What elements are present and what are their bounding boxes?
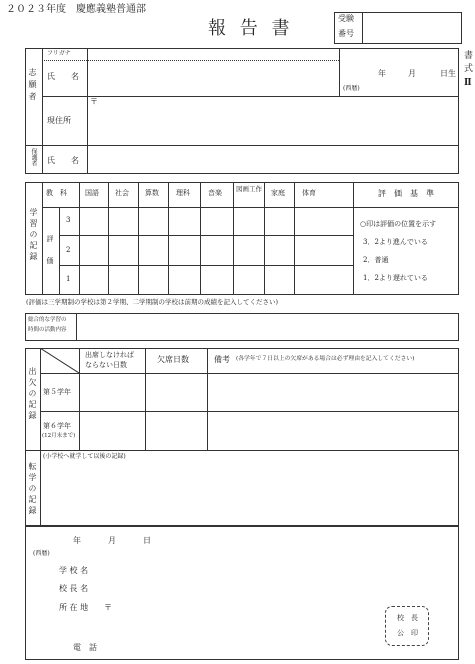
absent-days-header: 欠席日数	[157, 355, 189, 364]
subject-katei: 家庭	[271, 189, 285, 197]
subject-sansu: 算数	[145, 189, 159, 197]
integrated-study-input[interactable]	[80, 318, 452, 336]
required-days-header: 出席しなければ	[85, 351, 134, 359]
required-days-header-2: ならない日数	[85, 361, 127, 369]
grade-5-row-label: 第５学年	[43, 388, 71, 396]
integrated-study-label-2: 時間の活動内容	[28, 327, 67, 333]
location-label: 所 在 地	[59, 603, 89, 612]
grade-6-row-label: 第６学年	[43, 422, 71, 430]
remarks-header: 備考	[214, 355, 230, 364]
principal-name-input[interactable]	[106, 581, 366, 597]
transfer-record-input[interactable]	[46, 466, 455, 524]
furigana-input[interactable]	[92, 50, 332, 60]
form-type-label-3: Ⅱ	[464, 78, 472, 88]
grade-6-absent-input[interactable]	[150, 420, 204, 438]
phone-label: 電 話	[73, 643, 97, 652]
criteria-line-3: 2．普通	[363, 256, 389, 264]
school-name-input[interactable]	[106, 563, 366, 579]
transfer-note: (小学校へ就学して以後の記録)	[43, 453, 126, 460]
remarks-note: (各学年で７日以上の欠席がある場合は必ず理由を記入してください)	[236, 356, 415, 362]
birth-month-label: 月	[408, 69, 416, 78]
applicant-name-label: 氏 名	[47, 72, 79, 81]
guardian-section-label: 保護者	[30, 148, 37, 166]
form-type-label: 書	[464, 51, 474, 61]
grades-note: (評価は三学期制の学校は第２学期、二学期制の学校は前期の成績を記入してください)	[26, 298, 279, 306]
cert-year-label: 年	[73, 536, 81, 545]
birth-western-note: (西暦)	[343, 85, 360, 92]
principal-name-label: 校 長 名	[59, 584, 89, 593]
grade-6-remarks-input[interactable]	[212, 420, 454, 438]
rating-label: 評 価	[46, 235, 54, 268]
exam-number-label: 受験	[338, 14, 354, 23]
grade-5-absent-input[interactable]	[150, 383, 204, 401]
cert-day-label: 日	[143, 536, 151, 545]
guardian-name-input[interactable]	[92, 152, 442, 170]
attendance-section-label: 出欠の記録	[28, 367, 37, 422]
guardian-name-label: 氏 名	[47, 156, 79, 165]
subject-rika: 理科	[176, 189, 190, 197]
seal-label-2: 公 印	[397, 629, 418, 637]
subject-taiiku: 体育	[302, 189, 316, 197]
grade-6-required-input[interactable]	[84, 420, 142, 438]
applicant-section-label: 志願者	[28, 68, 37, 104]
document-title: 報 告 書	[208, 18, 294, 39]
year-title: ２０２３年度 慶應義塾普通部	[6, 4, 146, 15]
form-type-label-2: 式	[464, 64, 474, 74]
grades-section-label: 学習の記録	[29, 208, 38, 263]
furigana-label: フリガナ	[47, 50, 71, 57]
subject-shakai: 社会	[115, 189, 129, 197]
cert-month-label: 月	[108, 536, 116, 545]
subject-ongaku: 音楽	[208, 189, 222, 197]
subject-header: 教 科	[46, 189, 67, 197]
address-input[interactable]	[100, 110, 450, 130]
phone-input[interactable]	[106, 640, 366, 656]
integrated-study-label: 総合的な学習の	[28, 317, 67, 323]
criteria-line-4: 1．2より遅れている	[363, 274, 428, 282]
applicant-name-input[interactable]	[92, 68, 332, 88]
location-postal-mark: 〒	[104, 603, 112, 612]
location-input[interactable]	[116, 600, 366, 616]
subject-zuga-kosaku: 図画工作	[236, 185, 262, 193]
birth-day-label: 日生	[440, 69, 456, 78]
birth-year-label: 年	[378, 69, 386, 78]
exam-number-label-2: 番号	[338, 29, 354, 38]
criteria-header: 評 価 基 準	[378, 189, 434, 198]
subject-kokugo: 国語	[85, 189, 99, 197]
criteria-line-1: ○印は評価の位置を示す	[360, 220, 437, 228]
principal-seal-box	[385, 606, 429, 646]
rating-level-2: 2	[66, 246, 71, 254]
rating-level-1: 1	[66, 275, 71, 283]
exam-number-input[interactable]	[366, 18, 458, 36]
address-label: 現住所	[47, 116, 71, 125]
school-name-label: 学 校 名	[59, 566, 89, 575]
rating-level-3: 3	[66, 216, 71, 224]
cert-western-note: (西暦)	[33, 550, 50, 557]
header-diagonal-line	[40, 348, 79, 373]
transfer-section-label: 転学の記録	[28, 462, 37, 517]
seal-label: 校 長	[397, 614, 418, 622]
address-postal-mark: 〒	[90, 97, 98, 106]
criteria-line-2: 3．2より進んでいる	[363, 238, 428, 246]
grade-5-required-input[interactable]	[84, 383, 142, 401]
grade-6-row-note: (12月末まで)	[42, 433, 76, 439]
grade-5-remarks-input[interactable]	[212, 383, 454, 401]
